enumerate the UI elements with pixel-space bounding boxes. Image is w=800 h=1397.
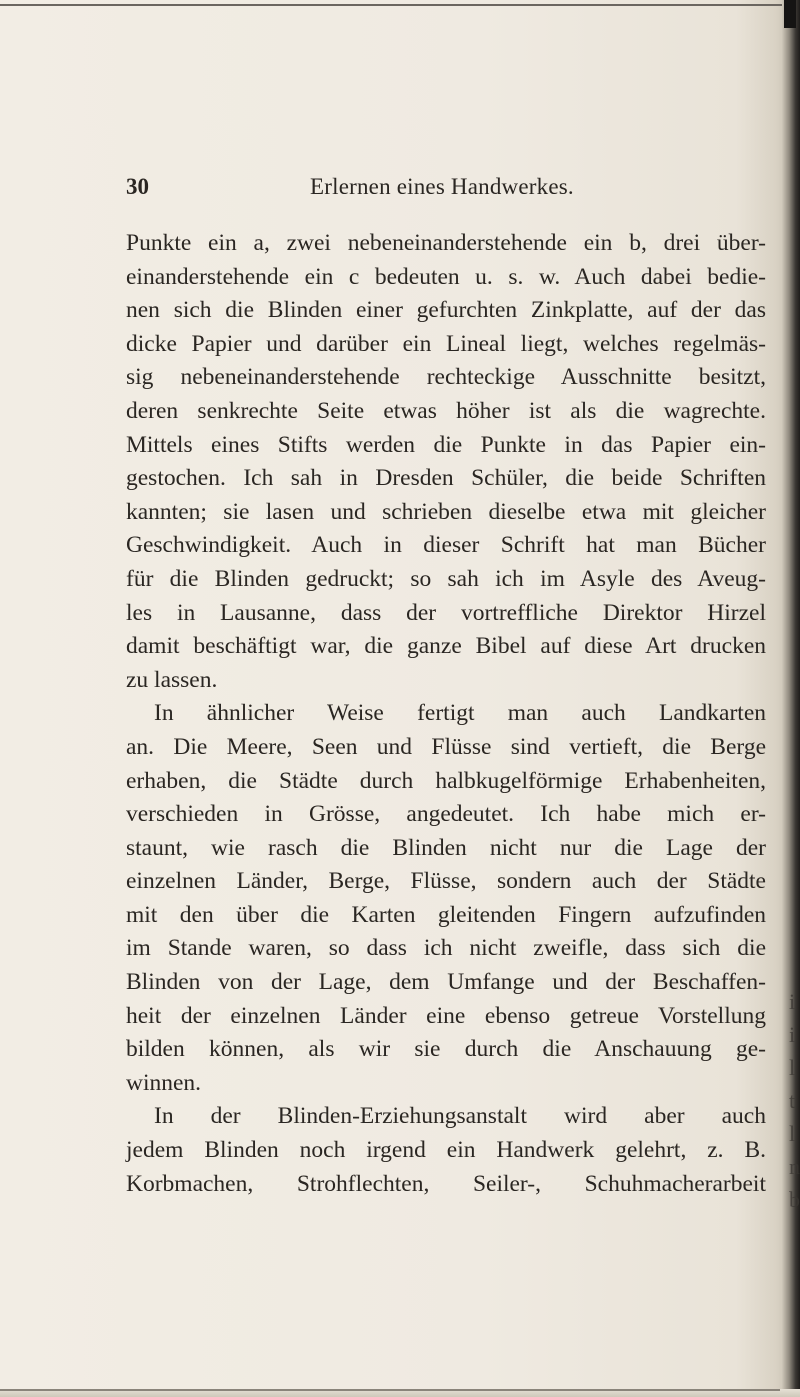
- text-line: damit beschäftigt war, die ganze Bibel auf diese Art drucken: [126, 633, 766, 660]
- edge-letter: l: [789, 1121, 796, 1146]
- text-line: winnen.: [126, 1069, 202, 1096]
- text-line: für die Blinden gedruckt; so sah ich im Asyle des Aveug-: [126, 565, 766, 592]
- text-line: mit den über die Karten gleitenden Fingern aufzufinden: [126, 901, 766, 928]
- edge-letter: l: [789, 1055, 796, 1080]
- body-text: [126, 227, 766, 1201]
- running-title: Erlernen eines Handwerkes.: [310, 174, 574, 199]
- text-line: zu lassen.: [126, 666, 218, 693]
- facing-page-letter-fragments: [789, 985, 799, 1216]
- text-line: einanderstehende ein c bedeuten u. s. w. Auch dabei bedie-: [126, 263, 766, 290]
- edge-letter: b: [789, 1187, 800, 1212]
- text-line: In ähnlicher Weise fertigt man auch Landkarten: [154, 700, 766, 727]
- text-line: erhaben, die Städte durch halbkugelförmige Erhabenheiten,: [126, 767, 766, 794]
- text-line: einzelnen Länder, Berge, Flüsse, sondern auch der Städte: [126, 868, 766, 895]
- text-line: Punkte ein a, zwei nebeneinanderstehende ein b, drei über-: [126, 230, 766, 256]
- text-line: In der Blinden-Erziehungsanstalt wird aber auch: [154, 1103, 766, 1130]
- text-line: an. Die Meere, Seen und Flüsse sind vertieft, die Berge: [126, 733, 766, 760]
- top-edge-rule: [0, 4, 800, 6]
- page-header: [126, 174, 766, 208]
- text-line: im Stande waren, so dass ich nicht zweifle, dass sich die: [126, 935, 766, 962]
- text-line: Blinden von der Lage, dem Umfange und der Beschaffen-: [126, 969, 766, 996]
- text-line: heit der einzelnen Länder eine ebenso getreue Vorstellung: [126, 1002, 766, 1029]
- spine-dark-tab: [784, 0, 796, 28]
- edge-letter: n: [789, 1154, 800, 1179]
- text-line: bilden können, als wir sie durch die Anschauung ge-: [126, 1036, 766, 1063]
- text-line: dicke Papier und darüber ein Lineal liegt, welches regelmäs-: [126, 330, 766, 357]
- edge-letter: i: [789, 1022, 796, 1047]
- text-line: kannten; sie lasen und schrieben dieselbe etwa mit gleicher: [126, 498, 766, 525]
- text-line: deren senkrechte Seite etwas höher ist als die wagrechte.: [126, 397, 766, 424]
- text-line: Mittels eines Stifts werden die Punkte in das Papier ein-: [126, 431, 766, 458]
- text-line: Korbmachen, Strohflechten, Seiler-, Schuhmacherarbeit: [126, 1170, 766, 1197]
- page-number: 30: [126, 174, 149, 199]
- text-line: nen sich die Blinden einer gefurchten Zinkplatte, auf der das: [126, 297, 766, 324]
- text-line: les in Lausanne, dass der vortreffliche Direktor Hirzel: [126, 599, 766, 626]
- bottom-edge-rule: [0, 1389, 780, 1391]
- text-line: gestochen. Ich sah in Dresden Schüler, die beide Schriften: [126, 465, 766, 492]
- text-line: verschieden in Grösse, angedeutet. Ich habe mich er-: [126, 801, 766, 828]
- edge-letter: t: [789, 1088, 796, 1113]
- text-line: staunt, wie rasch die Blinden nicht nur die Lage der: [126, 834, 766, 861]
- text-line: Geschwindigkeit. Auch in dieser Schrift hat man Bücher: [126, 532, 766, 559]
- text-line: sig nebeneinanderstehende rechteckige Ausschnitte besitzt,: [126, 364, 766, 391]
- text-line: jedem Blinden noch irgend ein Handwerk gelehrt, z. B.: [126, 1137, 766, 1164]
- edge-letter: i: [789, 989, 796, 1014]
